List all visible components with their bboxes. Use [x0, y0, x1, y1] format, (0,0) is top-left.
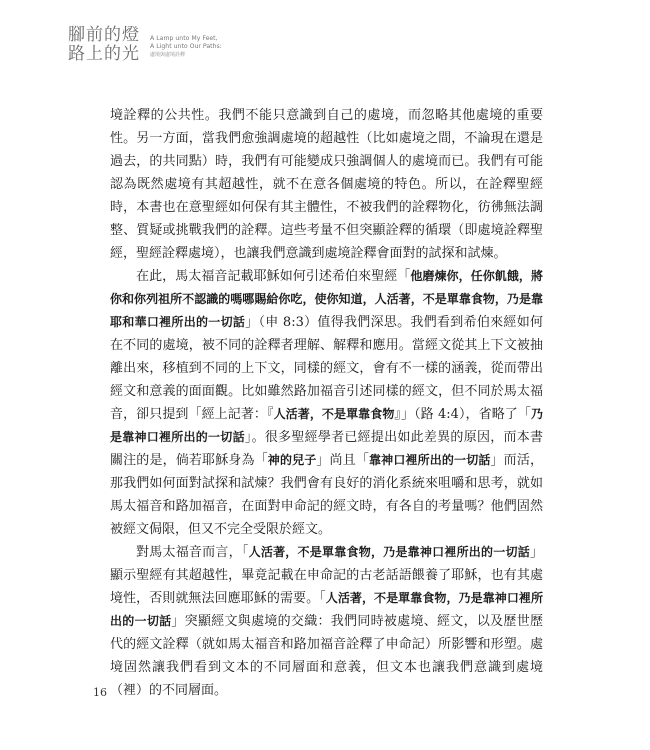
scripture-quote: 他磨煉你，任你飢餓，將你和你列祖所不認識的嗎哪賜給你吃，使你知道，人活著，不是單靠食物，乃是靠耶和華口裡所出的一切話 [110, 269, 543, 329]
text-run: 』」（路 4:4），省略了「 [394, 407, 531, 422]
subtitle-line-2: A Light unto Our Paths: [150, 43, 222, 50]
scripture-quote: 人活著，不是單靠食物，乃是靠神口裡所出的一切話 [248, 545, 530, 559]
subtitle-line-1: A Lamp unto My Feet, [150, 35, 218, 42]
text-run: 」。很多聖經學者已經提出如此差異的原因，而本書關注的是，倘若耶穌身為「 [110, 430, 543, 468]
text-run: 」尚且「 [316, 453, 370, 468]
text-run: 境詮釋的公共性。我們不能只意識到自己的處境，而忽略其他處境的重要性。另一方面，當我們愈強調處境的超越性（比如處境之間，不論現在還是過去，的共同點）時，我們有可能變成只強調個人的處境而已。我們有可能認為既然處境有其超越性，就不在意各個處境的特色。所以，在詮釋聖經時，本書也在意聖經如何保有其主體性，不被我們的詮釋物化，彷彿無法調整、質疑或挑戰我們的詮釋。這些考量不但突顯詮釋的循環（即處境詮釋聖經，聖經詮釋處境），也讓我們意識到處境詮釋會面對的試探和試煉。 [110, 108, 543, 261]
body-text [110, 104, 543, 702]
text-run: 」而活，那我們如何面對試探和試煉？我們會有良好的消化系統來咀嚼和思考，就如馬太福音和路加福音，在面對申命記的經文時，有各自的考量嗎？他們固然被經文侷限，但又不完全受限於經文。 [110, 453, 543, 537]
scripture-quote: 神的兒子 [267, 453, 317, 467]
paragraph-1 [110, 104, 543, 265]
paragraph-3 [110, 541, 543, 702]
book-title: 腳前的燈 路上的光 [68, 25, 140, 64]
text-run: 」（申 8:3）值得我們深思。我們看到希伯來經如何在不同的處境，被不同的詮釋者理解、解釋和應用。當經文從其上下文被抽離出來，移植到不同的上下文，同樣的經文，會有不一樣的涵義，從而帶出經文和意義的面面觀。比如雖然路加福音引述同樣的經文，但不同於馬太福音，卻只提到「經上記著：『 [110, 315, 543, 422]
book-subtitle [150, 35, 270, 59]
scripture-quote: 人活著，不是單靠食物，乃是靠神口裡所出的一切話 [110, 591, 543, 628]
subtitle-small: 處境與處境詮釋 [150, 52, 186, 58]
scripture-quote: 乃是靠神口裡所出的一切話 [110, 407, 543, 444]
running-header [0, 0, 650, 74]
text-run: 」突顯經文與處境的交織：我們同時被處境、經文，以及歷世歷代的經文詮釋（就如馬太福音和路加福音詮釋了申命記）所影響和形塑。處境固然讓我們看到文本的不同層面和意義，但文本也讓我們意識到處境（裡）的不同層面。 [110, 614, 543, 698]
text-run: 對馬太福音而言，「 [136, 545, 249, 560]
paragraph-2 [110, 265, 543, 541]
scripture-quote: 人活著，不是單靠食物 [273, 407, 395, 421]
page-number: 16 [93, 686, 107, 699]
scripture-quote: 靠神口裡所出的一切話 [369, 453, 491, 467]
text-run: 」顯示聖經有其超越性，畢竟記載在申命記的古老話語餵養了耶穌，也有其處境性，否則就無法回應耶穌的需要。「 [110, 545, 543, 606]
text-run: 在此，馬太福音記載耶穌如何引述希伯來聖經「 [136, 269, 411, 284]
